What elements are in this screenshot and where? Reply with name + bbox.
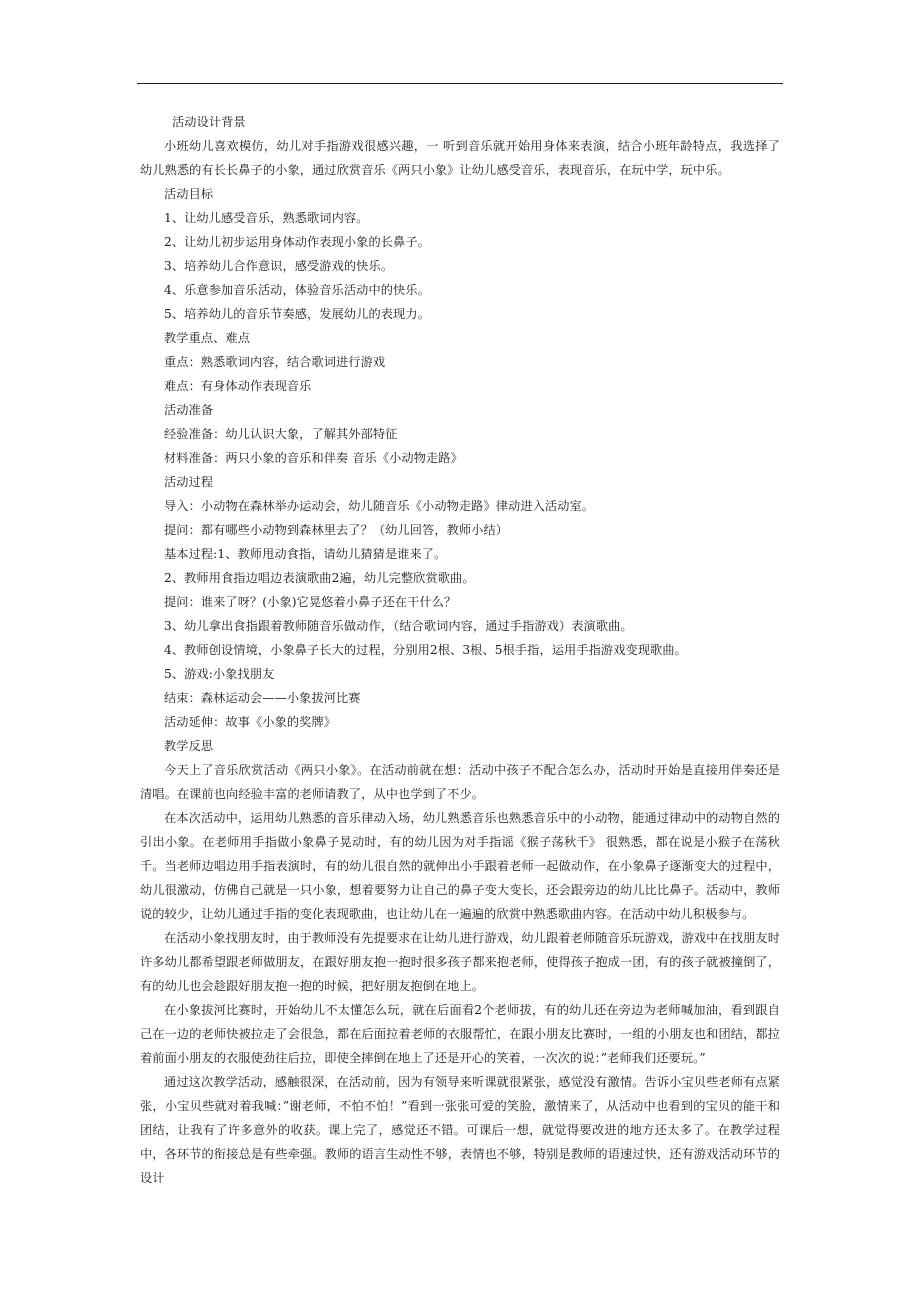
goal-item: 4、乐意参加音乐活动，体验音乐活动中的快乐。 (164, 283, 430, 297)
difficulty-line: 难点：有身体动作表现音乐 (164, 379, 312, 393)
goal-item: 1、让幼儿感受音乐，熟悉歌词内容。 (164, 211, 369, 225)
section-heading-background: 活动设计背景 (172, 115, 246, 129)
background-paragraph: 小班幼儿喜欢模仿，幼儿对手指游戏很感兴趣，一 听到音乐就开始用身体来表演，结合小班年龄特点，我选择了幼儿熟悉的有长长鼻子的小象，通过欣赏音乐《两只小象》让幼儿感受音乐，表现音乐，在玩中学，玩中乐。 (140, 139, 780, 177)
process-step: 结束：森林运动会——小象拔河比赛 (164, 691, 361, 705)
section-heading-process: 活动过程 (164, 475, 214, 489)
process-step: 导入：小动物在森林举办运动会，幼儿随音乐《小动物走路》律动进入活动室。 (164, 499, 595, 513)
process-step: 2、教师用食指边唱边表演歌曲2遍，幼儿完整欣赏歌曲。 (164, 571, 475, 585)
process-step: 基本过程:1、教师甩动食指，请幼儿猜猜是谁来了。 (164, 547, 447, 561)
keypoint-line: 重点：熟悉歌词内容，结合歌词进行游戏 (164, 355, 386, 369)
section-heading-goals: 活动目标 (164, 187, 214, 201)
section-heading-reflection: 教学反思 (164, 739, 214, 753)
reflection-paragraph: 在活动小象找朋友时，由于教师没有先提要求在让幼儿进行游戏，幼儿跟着老师随音乐玩游戏，游戏中在找朋友时许多幼儿都希望跟老师做朋友，在跟好朋友抱一抱时很多孩子都来抱老师，使得孩子抱成一团，有的孩子就被撞倒了，有的幼儿也会趁跟好朋友抱一抱的时候，把好朋友抱倒在地上。 (140, 931, 780, 993)
section-heading-keypoints: 教学重点、难点 (164, 331, 251, 345)
reflection-paragraph: 通过这次教学活动，感触很深，在活动前，因为有领导来听课就很紧张，感觉没有激情。告诉小宝贝些老师有点紧张，小宝贝些就对着我喊：”谢老师，不怕不怕！”看到一张张可爱的笑脸，激情来了，从活动中也看到的宝贝的能干和团结，让我有了许多意外的收获。课上完了，感觉还不错。可课后一想，就觉得要改进的地方还太多了。在教学过程中，各环节的衔接总是有些牵强。教师的语言生动性不够，表情也不够，特别是教师的语速过快，还有游戏活动环节的设计 (140, 1075, 780, 1185)
prep-experience-line: 经验准备：幼儿认识大象，了解其外部特征 (164, 427, 398, 441)
goal-item: 3、培养幼儿合作意识，感受游戏的快乐。 (164, 259, 394, 273)
header-rule (137, 83, 783, 84)
reflection-paragraph: 在本次活动中，运用幼儿熟悉的音乐律动入场，幼儿熟悉音乐也熟悉音乐中的小动物，能通过律动中的动物自然的引出小象。在老师用手指做小象鼻子晃动时，有的幼儿因为对手指谣《猴子荡秋千》 很熟悉，都在说是小猴子在荡秋千。当老师边唱边用手指表演时，有的幼儿很自然的就伸出小手跟着老师一起做动作，在小象鼻子逐渐变大的过程中，幼儿很激动，仿佛自己就是一只小象，想着要努力让自己的鼻子变大变长，还会跟旁边的幼儿比比鼻子。活动中，教师说的较少，让幼儿通过手指的变化表现歌曲，也让幼儿在一遍遍的欣赏中熟悉歌曲内容。在活动中幼儿积极参与。 (140, 811, 780, 921)
prep-material-line: 材料准备：两只小象的音乐和伴奏 音乐《小动物走路》 (164, 451, 463, 465)
process-step: 3、幼儿拿出食指跟着教师随音乐做动作，（结合歌词内容，通过手指游戏）表演歌曲。 (164, 619, 633, 633)
process-step: 5、游戏:小象找朋友 (164, 667, 275, 681)
process-step: 4、教师创设情境，小象鼻子长大的过程，分别用2根、3根、5根手指，运用手指游戏变现歌曲。 (164, 643, 687, 657)
process-step: 提问：谁来了呀？(小象)它晃悠着小鼻子还在干什么？ (164, 595, 457, 609)
goal-item: 5、培养幼儿的音乐节奏感，发展幼儿的表现力。 (164, 307, 430, 321)
document-body (140, 110, 780, 1190)
goal-item: 2、让幼儿初步运用身体动作表现小象的长鼻子。 (164, 235, 430, 249)
process-step: 活动延伸：故事《小象的奖牌》 (164, 715, 337, 729)
reflection-paragraph: 在小象拔河比赛时，开始幼儿不太懂怎么玩，就在后面看2个老师拔，有的幼儿还在旁边为老师喊加油，看到跟自己在一边的老师快被拉走了会很急，都在后面拉着老师的衣服帮忙，在跟小朋友比赛时，一组的小朋友也和团结，都拉着前面小朋友的衣服使劲往后拉，即使全摔倒在地上了还是开心的笑着，一次次的说：”老师我们还要玩。” (140, 1003, 780, 1065)
process-step: 提问：都有哪些小动物到森林里去了？（幼儿回答，教师小结） (164, 523, 509, 537)
reflection-paragraph: 今天上了音乐欣赏活动《两只小象》。在活动前就在想：活动中孩子不配合怎么办，活动时开始是直接用伴奏还是清唱。在课前也向经验丰富的老师请教了，从中也学到了不少。 (140, 763, 780, 801)
section-heading-prep: 活动准备 (164, 403, 214, 417)
